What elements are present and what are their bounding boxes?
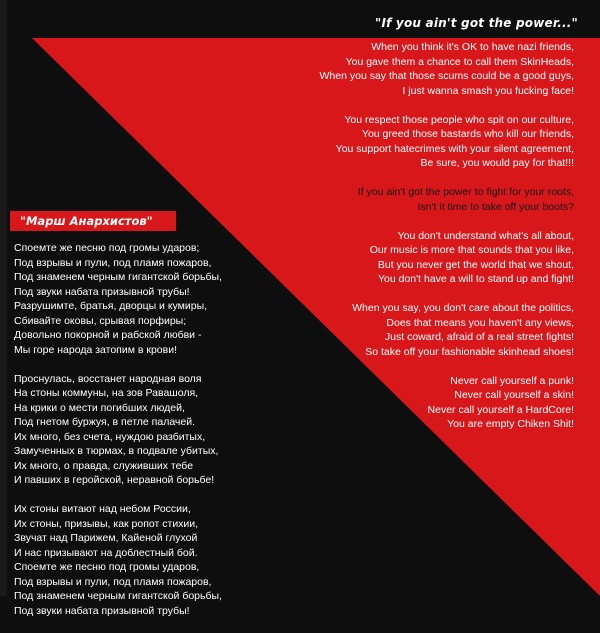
english-stanza-1 [274,40,574,98]
lyric-line: But you never get the world that we shout, [377,258,574,271]
lyric-line: Just coward, afraid of a real street fights! [384,331,574,343]
lyric-line: Их стоны, призывы, как ропот стихии, [14,517,199,530]
lyric-line: Звучат над Парижем, Кайеной глухой [14,532,198,544]
lyric-line: You support hatecrimes with your silent agreement, [335,142,574,155]
lyric-line: Их много, без счета, нуждою разбитых, [14,430,206,443]
lyric-line: You don't have a will to stand up and fight! [377,273,574,285]
lyric-line: Сбивайте оковы, срывая порфиры; [14,314,187,327]
lyric-line: Замученных в тюрмах, в подвале убитых, [14,445,219,457]
lyric-line: Под гнетом буржуя, в петле палачей. [14,416,196,428]
lyric-line: You respect those people who spit on our culture, [344,113,574,126]
left-vertical-strip [0,0,7,596]
lyric-line: You greed those bastards who kill our friends, [361,128,574,140]
lyric-line: Never call yourself a skin! [454,389,574,401]
english-stanza-5 [274,374,574,432]
lyric-line: Never call yourself a punk! [450,374,574,387]
lyric-line: Isn't it time to take off your boots? [417,200,574,213]
lyric-line: So take off your fashionable skinhead shoes! [365,345,574,358]
lyric-line: When you say that those scums could be a good guys, [319,70,574,82]
lyric-line: Их стоны витают над небом России, [14,503,191,515]
lyric-line: Довольно покорной и рабской любви - [14,329,202,341]
english-stanza-4 [274,301,574,359]
english-stanza-2 [274,113,574,171]
russian-stanza-2 [14,372,294,488]
lyric-line: Be sure, you would pay for that!!! [420,157,574,169]
english-chorus [274,185,574,214]
lyric-line: If you ain't got the power to fight for your roots, [357,186,574,198]
lyric-line: На стоны коммуны, на зов Равашоля, [14,387,199,399]
lyric-line: Does that means you haven't any views, [386,316,574,329]
russian-stanza-3 [14,502,294,618]
lyric-line: Мы горе народа затопим в крови! [14,343,177,356]
lyric-line: Под звуки набата призывной трубы! [14,285,190,298]
lyric-line: Разрушимте, братья, дворцы и кумиры, [14,300,208,312]
lyric-line: На крики о мести погибших людей, [14,401,185,414]
lyric-line: When you say, you don't care about the politics, [352,302,574,314]
lyric-line: Под звуки набата призывной трубы! [14,604,190,617]
lyric-line: Our music is more that sounds that you like, [369,244,574,256]
lyric-line: You gave them a chance to call them SkinHeads, [345,55,574,68]
lyric-line: И нас призывают на доблестный бой. [14,546,198,559]
lyric-line: Never call yourself a HardCore! [427,403,574,416]
lyric-line: Под взрывы и пули, под пламя пожаров, [14,256,212,269]
russian-song-title: "Марш Анархистов" [10,211,176,231]
lyric-line: You are empty Chiken Shit! [447,418,574,430]
english-lyrics [274,40,574,446]
lyric-line: You don't understand what's all about, [397,229,574,242]
russian-lyrics [14,241,294,633]
english-song-title: "If you ain't got the power..." [375,16,578,30]
russian-stanza-1 [14,241,294,357]
lyric-line: When you think it's OK to have nazi friends, [371,41,574,53]
lyric-line: Проснулась, восстанет народная воля [14,372,202,385]
english-stanza-3 [274,229,574,287]
lyric-line: Под знаменем черным гигантской борьбы, [14,590,222,602]
lyric-line: Под знаменем черным гигантской борьбы, [14,271,222,283]
lyric-line: Споемте же песню под громы ударов, [14,561,200,573]
lyric-line: I just wanna smash you fucking face! [402,84,574,97]
lyric-line: И павших в геройской, неравной борьбе! [14,474,215,486]
lyric-line: Их много, о правда, служивших тебе [14,459,194,472]
lyric-line: Под взрывы и пули, под пламя пожаров, [14,575,212,588]
lyric-line: Споемте же песню под громы ударов; [14,242,200,254]
